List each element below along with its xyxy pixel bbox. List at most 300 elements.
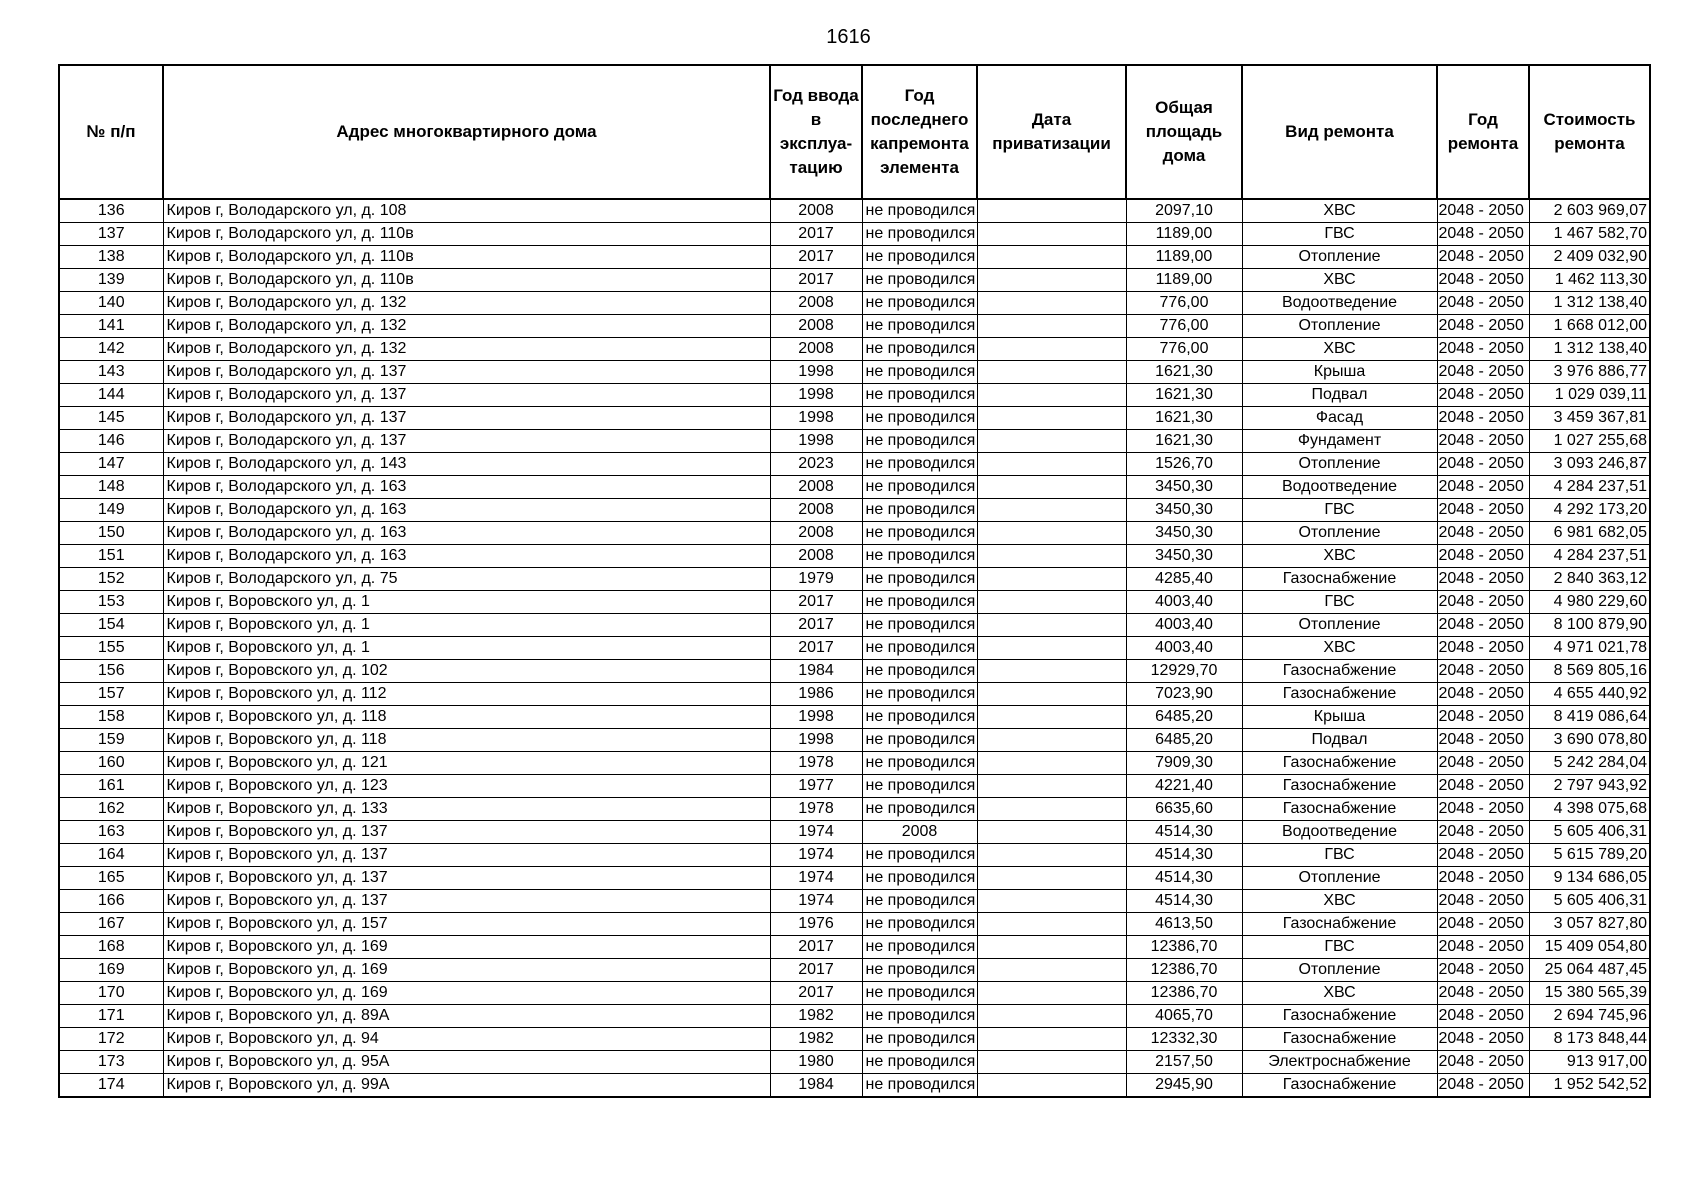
cell-cost: 5 615 789,20 [1529,844,1650,867]
cell-area: 1526,70 [1126,453,1242,476]
cell-privatization [977,913,1126,936]
cell-year-built: 2017 [770,982,862,1005]
cell-privatization [977,315,1126,338]
cell-address: Киров г, Воровского ул, д. 118 [163,729,770,752]
cell-privatization [977,1074,1126,1098]
cell-repair-period: 2048 - 2050 [1437,199,1529,223]
header-area: Общая площадь дома [1126,65,1242,199]
cell-cost: 6 981 682,05 [1529,522,1650,545]
cell-num: 143 [59,361,163,384]
cell-num: 169 [59,959,163,982]
cell-area: 1621,30 [1126,430,1242,453]
cell-address: Киров г, Володарского ул, д. 137 [163,407,770,430]
cell-cost: 3 459 367,81 [1529,407,1650,430]
cell-address: Киров г, Воровского ул, д. 1 [163,637,770,660]
cell-last-repair: не проводился [862,407,977,430]
cell-address: Киров г, Воровского ул, д. 1 [163,591,770,614]
cell-privatization [977,1005,1126,1028]
cell-area: 776,00 [1126,292,1242,315]
cell-area: 776,00 [1126,338,1242,361]
cell-num: 139 [59,269,163,292]
cell-cost: 15 409 054,80 [1529,936,1650,959]
table-row [59,384,1650,407]
cell-year-built: 2023 [770,453,862,476]
cell-repair-period: 2048 - 2050 [1437,384,1529,407]
cell-last-repair: не проводился [862,568,977,591]
cell-year-built: 2008 [770,292,862,315]
cell-address: Киров г, Воровского ул, д. 112 [163,683,770,706]
header-num: № п/п [59,65,163,199]
cell-repair-type: ГВС [1242,591,1437,614]
cell-area: 4285,40 [1126,568,1242,591]
cell-year-built: 1998 [770,430,862,453]
cell-address: Киров г, Воровского ул, д. 169 [163,982,770,1005]
cell-num: 145 [59,407,163,430]
cell-area: 4003,40 [1126,591,1242,614]
cell-num: 173 [59,1051,163,1074]
cell-privatization [977,706,1126,729]
cell-year-built: 1984 [770,1074,862,1098]
table-row [59,453,1650,476]
cell-repair-type: Отопление [1242,453,1437,476]
cell-privatization [977,752,1126,775]
table-row [59,706,1650,729]
table-row [59,1074,1650,1098]
cell-last-repair: не проводился [862,499,977,522]
cell-year-built: 2017 [770,591,862,614]
cell-privatization [977,453,1126,476]
cell-cost: 8 569 805,16 [1529,660,1650,683]
cell-cost: 1 668 012,00 [1529,315,1650,338]
table-row [59,798,1650,821]
cell-repair-type: Фундамент [1242,430,1437,453]
cell-cost: 4 284 237,51 [1529,545,1650,568]
cell-num: 148 [59,476,163,499]
cell-address: Киров г, Воровского ул, д. 123 [163,775,770,798]
cell-area: 2097,10 [1126,199,1242,223]
cell-last-repair: не проводился [862,223,977,246]
cell-num: 163 [59,821,163,844]
cell-num: 155 [59,637,163,660]
cell-area: 4514,30 [1126,890,1242,913]
cell-area: 4003,40 [1126,637,1242,660]
cell-area: 1189,00 [1126,269,1242,292]
cell-repair-type: Газоснабжение [1242,752,1437,775]
cell-address: Киров г, Володарского ул, д. 163 [163,522,770,545]
cell-privatization [977,361,1126,384]
repair-table-wrapper [58,64,1651,1098]
cell-repair-period: 2048 - 2050 [1437,798,1529,821]
cell-repair-period: 2048 - 2050 [1437,775,1529,798]
cell-privatization [977,867,1126,890]
cell-address: Киров г, Воровского ул, д. 137 [163,821,770,844]
cell-privatization [977,683,1126,706]
cell-address: Киров г, Володарского ул, д. 132 [163,338,770,361]
cell-repair-type: Отопление [1242,315,1437,338]
table-row [59,637,1650,660]
table-row [59,499,1650,522]
cell-last-repair: не проводился [862,545,977,568]
cell-cost: 4 398 075,68 [1529,798,1650,821]
cell-privatization [977,545,1126,568]
cell-cost: 1 312 138,40 [1529,338,1650,361]
table-row [59,361,1650,384]
cell-area: 1621,30 [1126,361,1242,384]
cell-repair-period: 2048 - 2050 [1437,1074,1529,1098]
cell-year-built: 1982 [770,1005,862,1028]
cell-area: 2945,90 [1126,1074,1242,1098]
cell-repair-type: Газоснабжение [1242,660,1437,683]
cell-year-built: 1984 [770,660,862,683]
cell-privatization [977,246,1126,269]
cell-repair-period: 2048 - 2050 [1437,407,1529,430]
cell-cost: 3 976 886,77 [1529,361,1650,384]
cell-num: 172 [59,1028,163,1051]
cell-num: 165 [59,867,163,890]
table-row [59,292,1650,315]
cell-last-repair: не проводился [862,729,977,752]
cell-address: Киров г, Володарского ул, д. 110в [163,223,770,246]
cell-area: 1621,30 [1126,407,1242,430]
header-year-built: Год ввода в эксплуа-тацию [770,65,862,199]
cell-cost: 1 462 113,30 [1529,269,1650,292]
cell-year-built: 1982 [770,1028,862,1051]
cell-cost: 2 797 943,92 [1529,775,1650,798]
cell-year-built: 2017 [770,223,862,246]
cell-num: 141 [59,315,163,338]
cell-repair-type: ХВС [1242,269,1437,292]
cell-repair-type: Отопление [1242,522,1437,545]
cell-year-built: 1974 [770,890,862,913]
cell-year-built: 2008 [770,545,862,568]
cell-repair-type: Подвал [1242,729,1437,752]
cell-privatization [977,821,1126,844]
cell-repair-period: 2048 - 2050 [1437,246,1529,269]
cell-num: 153 [59,591,163,614]
cell-repair-type: ХВС [1242,982,1437,1005]
cell-repair-type: Газоснабжение [1242,775,1437,798]
cell-area: 12386,70 [1126,936,1242,959]
cell-address: Киров г, Воровского ул, д. 118 [163,706,770,729]
cell-privatization [977,292,1126,315]
cell-last-repair: не проводился [862,706,977,729]
cell-repair-type: Отопление [1242,246,1437,269]
cell-repair-type: ХВС [1242,890,1437,913]
cell-last-repair: не проводился [862,775,977,798]
cell-num: 146 [59,430,163,453]
table-row [59,1005,1650,1028]
table-row [59,844,1650,867]
cell-last-repair: не проводился [862,982,977,1005]
table-row [59,1028,1650,1051]
cell-privatization [977,936,1126,959]
cell-address: Киров г, Володарского ул, д. 137 [163,384,770,407]
cell-repair-type: Газоснабжение [1242,568,1437,591]
cell-repair-type: Газоснабжение [1242,1074,1437,1098]
cell-repair-type: ГВС [1242,844,1437,867]
cell-cost: 4 971 021,78 [1529,637,1650,660]
cell-repair-period: 2048 - 2050 [1437,568,1529,591]
cell-last-repair: не проводился [862,476,977,499]
cell-last-repair: не проводился [862,315,977,338]
cell-address: Киров г, Володарского ул, д. 110в [163,269,770,292]
table-row [59,1051,1650,1074]
cell-repair-type: Водоотведение [1242,821,1437,844]
table-row [59,729,1650,752]
cell-last-repair: не проводился [862,798,977,821]
table-row [59,338,1650,361]
cell-year-built: 2008 [770,338,862,361]
cell-last-repair: не проводился [862,660,977,683]
cell-num: 162 [59,798,163,821]
cell-cost: 1 027 255,68 [1529,430,1650,453]
cell-year-built: 1977 [770,775,862,798]
cell-repair-period: 2048 - 2050 [1437,752,1529,775]
cell-num: 168 [59,936,163,959]
cell-area: 3450,30 [1126,476,1242,499]
cell-address: Киров г, Воровского ул, д. 169 [163,959,770,982]
cell-privatization [977,982,1126,1005]
cell-last-repair: не проводился [862,246,977,269]
table-row [59,614,1650,637]
table-row [59,315,1650,338]
cell-cost: 2 603 969,07 [1529,199,1650,223]
cell-address: Киров г, Володарского ул, д. 132 [163,292,770,315]
cell-last-repair: не проводился [862,637,977,660]
cell-cost: 4 292 173,20 [1529,499,1650,522]
cell-year-built: 2017 [770,959,862,982]
cell-last-repair: не проводился [862,752,977,775]
cell-privatization [977,798,1126,821]
cell-repair-type: Электроснабжение [1242,1051,1437,1074]
cell-repair-type: ГВС [1242,499,1437,522]
table-body [59,199,1650,1097]
cell-repair-type: ГВС [1242,936,1437,959]
cell-cost: 2 694 745,96 [1529,1005,1650,1028]
cell-cost: 1 952 542,52 [1529,1074,1650,1098]
cell-cost: 8 419 086,64 [1529,706,1650,729]
cell-year-built: 1978 [770,752,862,775]
cell-address: Киров г, Володарского ул, д. 143 [163,453,770,476]
cell-address: Киров г, Воровского ул, д. 102 [163,660,770,683]
cell-repair-period: 2048 - 2050 [1437,660,1529,683]
cell-area: 3450,30 [1126,522,1242,545]
table-row [59,890,1650,913]
cell-year-built: 1974 [770,867,862,890]
cell-address: Киров г, Володарского ул, д. 110в [163,246,770,269]
cell-repair-type: ГВС [1242,223,1437,246]
cell-area: 3450,30 [1126,545,1242,568]
cell-repair-period: 2048 - 2050 [1437,476,1529,499]
table-row [59,591,1650,614]
cell-repair-period: 2048 - 2050 [1437,269,1529,292]
cell-privatization [977,338,1126,361]
cell-num: 158 [59,706,163,729]
cell-area: 6485,20 [1126,729,1242,752]
cell-cost: 5 605 406,31 [1529,890,1650,913]
cell-repair-period: 2048 - 2050 [1437,522,1529,545]
cell-cost: 5 605 406,31 [1529,821,1650,844]
cell-address: Киров г, Воровского ул, д. 95А [163,1051,770,1074]
cell-repair-type: ХВС [1242,545,1437,568]
cell-repair-type: Фасад [1242,407,1437,430]
cell-cost: 25 064 487,45 [1529,959,1650,982]
cell-repair-type: ХВС [1242,338,1437,361]
cell-cost: 913 917,00 [1529,1051,1650,1074]
cell-num: 152 [59,568,163,591]
cell-num: 166 [59,890,163,913]
cell-area: 4613,50 [1126,913,1242,936]
cell-last-repair: не проводился [862,361,977,384]
cell-cost: 4 284 237,51 [1529,476,1650,499]
cell-year-built: 2008 [770,476,862,499]
cell-year-built: 1979 [770,568,862,591]
table-row [59,775,1650,798]
cell-year-built: 1974 [770,844,862,867]
table-row [59,407,1650,430]
cell-repair-type: Газоснабжение [1242,683,1437,706]
cell-repair-period: 2048 - 2050 [1437,913,1529,936]
cell-privatization [977,637,1126,660]
cell-num: 156 [59,660,163,683]
cell-num: 140 [59,292,163,315]
cell-area: 4514,30 [1126,867,1242,890]
cell-year-built: 1998 [770,706,862,729]
cell-num: 144 [59,384,163,407]
cell-last-repair: 2008 [862,821,977,844]
cell-repair-period: 2048 - 2050 [1437,890,1529,913]
cell-privatization [977,890,1126,913]
cell-repair-period: 2048 - 2050 [1437,867,1529,890]
cell-year-built: 1998 [770,361,862,384]
cell-privatization [977,591,1126,614]
cell-num: 150 [59,522,163,545]
cell-cost: 3 690 078,80 [1529,729,1650,752]
cell-address: Киров г, Воровского ул, д. 157 [163,913,770,936]
cell-year-built: 1998 [770,384,862,407]
cell-privatization [977,430,1126,453]
cell-year-built: 1998 [770,729,862,752]
cell-year-built: 2008 [770,499,862,522]
cell-repair-type: ХВС [1242,199,1437,223]
table-row [59,269,1650,292]
cell-year-built: 1976 [770,913,862,936]
cell-year-built: 1978 [770,798,862,821]
cell-area: 7909,30 [1126,752,1242,775]
cell-num: 147 [59,453,163,476]
table-row [59,199,1650,223]
cell-address: Киров г, Воровского ул, д. 99А [163,1074,770,1098]
header-cost: Стоимость ремонта [1529,65,1650,199]
cell-privatization [977,959,1126,982]
cell-area: 776,00 [1126,315,1242,338]
cell-address: Киров г, Володарского ул, д. 137 [163,361,770,384]
cell-repair-period: 2048 - 2050 [1437,430,1529,453]
header-last-repair: Год последнего капремонта элемента [862,65,977,199]
cell-cost: 3 093 246,87 [1529,453,1650,476]
table-row [59,246,1650,269]
cell-address: Киров г, Володарского ул, д. 163 [163,545,770,568]
cell-repair-period: 2048 - 2050 [1437,338,1529,361]
cell-cost: 3 057 827,80 [1529,913,1650,936]
table-row [59,752,1650,775]
cell-area: 3450,30 [1126,499,1242,522]
cell-privatization [977,476,1126,499]
cell-last-repair: не проводился [862,844,977,867]
cell-privatization [977,1028,1126,1051]
cell-repair-type: Газоснабжение [1242,1005,1437,1028]
cell-num: 137 [59,223,163,246]
cell-last-repair: не проводился [862,384,977,407]
cell-cost: 15 380 565,39 [1529,982,1650,1005]
cell-repair-period: 2048 - 2050 [1437,959,1529,982]
cell-area: 12386,70 [1126,982,1242,1005]
header-address: Адрес многоквартирного дома [163,65,770,199]
cell-repair-type: Крыша [1242,361,1437,384]
cell-area: 6635,60 [1126,798,1242,821]
cell-address: Киров г, Володарского ул, д. 163 [163,499,770,522]
cell-repair-period: 2048 - 2050 [1437,1028,1529,1051]
cell-repair-period: 2048 - 2050 [1437,936,1529,959]
cell-privatization [977,729,1126,752]
cell-repair-period: 2048 - 2050 [1437,821,1529,844]
cell-address: Киров г, Воровского ул, д. 137 [163,844,770,867]
cell-num: 174 [59,1074,163,1098]
cell-num: 167 [59,913,163,936]
cell-last-repair: не проводился [862,269,977,292]
cell-privatization [977,223,1126,246]
cell-cost: 1 312 138,40 [1529,292,1650,315]
cell-repair-type: Водоотведение [1242,292,1437,315]
cell-num: 160 [59,752,163,775]
cell-area: 4514,30 [1126,821,1242,844]
cell-year-built: 2008 [770,199,862,223]
cell-address: Киров г, Володарского ул, д. 132 [163,315,770,338]
cell-privatization [977,384,1126,407]
cell-privatization [977,499,1126,522]
cell-area: 4514,30 [1126,844,1242,867]
cell-last-repair: не проводился [862,1005,977,1028]
cell-cost: 9 134 686,05 [1529,867,1650,890]
cell-last-repair: не проводился [862,867,977,890]
cell-repair-period: 2048 - 2050 [1437,706,1529,729]
cell-num: 164 [59,844,163,867]
cell-year-built: 2008 [770,315,862,338]
header-privatization: Дата приватизации [977,65,1126,199]
cell-area: 1621,30 [1126,384,1242,407]
cell-year-built: 2017 [770,269,862,292]
cell-num: 170 [59,982,163,1005]
cell-area: 6485,20 [1126,706,1242,729]
table-row [59,430,1650,453]
cell-year-built: 1980 [770,1051,862,1074]
cell-last-repair: не проводился [862,614,977,637]
cell-area: 4003,40 [1126,614,1242,637]
cell-last-repair: не проводился [862,292,977,315]
cell-area: 2157,50 [1126,1051,1242,1074]
cell-repair-type: Газоснабжение [1242,798,1437,821]
cell-year-built: 2017 [770,637,862,660]
table-row [59,476,1650,499]
cell-year-built: 2008 [770,522,862,545]
cell-privatization [977,660,1126,683]
cell-num: 151 [59,545,163,568]
cell-last-repair: не проводился [862,199,977,223]
cell-num: 142 [59,338,163,361]
cell-last-repair: не проводился [862,1074,977,1098]
cell-year-built: 1998 [770,407,862,430]
cell-area: 1189,00 [1126,223,1242,246]
